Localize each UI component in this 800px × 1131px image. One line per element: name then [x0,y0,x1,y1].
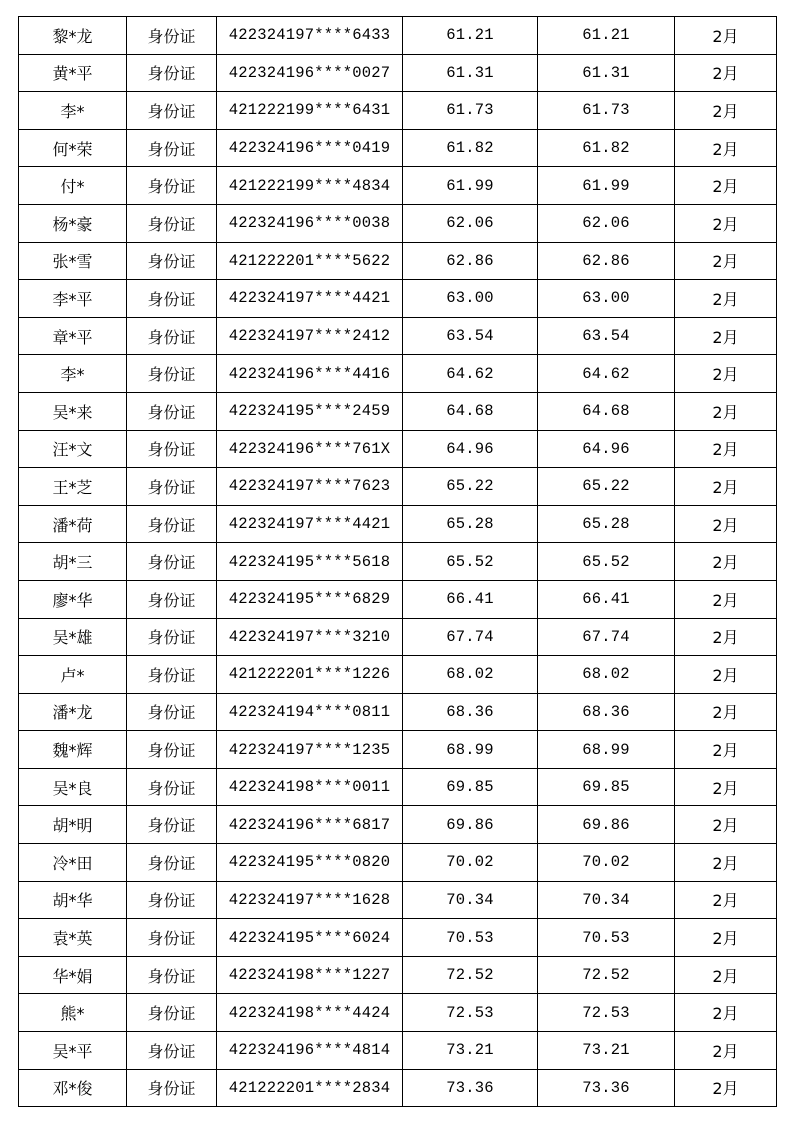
month-cell: 2月 [675,468,777,506]
id-type-cell: 身份证 [127,919,217,957]
id-number-cell: 422324195****0820 [217,844,403,882]
table-row [19,317,777,355]
id-number-cell: 422324197****1235 [217,731,403,769]
name-cell: 李*平 [19,280,127,318]
month-cell: 2月 [675,430,777,468]
id-number-cell: 422324194****0811 [217,693,403,731]
name-cell: 付* [19,167,127,205]
id-number-cell: 422324197****7623 [217,468,403,506]
amount-b-cell: 68.36 [538,693,675,731]
id-number-cell: 422324195****6024 [217,919,403,957]
amount-a-cell: 62.06 [403,204,538,242]
id-number-cell: 421222199****4834 [217,167,403,205]
id-type-cell: 身份证 [127,280,217,318]
id-number-cell: 421222201****5622 [217,242,403,280]
name-cell: 杨*豪 [19,204,127,242]
name-cell: 潘*荷 [19,505,127,543]
document-page [18,16,776,1107]
id-number-cell: 422324195****6829 [217,580,403,618]
amount-b-cell: 61.21 [538,17,675,55]
amount-a-cell: 68.02 [403,656,538,694]
amount-a-cell: 68.36 [403,693,538,731]
name-cell: 王*芝 [19,468,127,506]
id-type-cell: 身份证 [127,956,217,994]
id-number-cell: 422324196****0038 [217,204,403,242]
id-type-cell: 身份证 [127,242,217,280]
amount-a-cell: 61.21 [403,17,538,55]
id-type-cell: 身份证 [127,1069,217,1107]
id-type-cell: 身份证 [127,881,217,919]
name-cell: 李* [19,92,127,130]
amount-b-cell: 62.86 [538,242,675,280]
amount-b-cell: 61.73 [538,92,675,130]
month-cell: 2月 [675,806,777,844]
amount-b-cell: 64.96 [538,430,675,468]
id-type-cell: 身份证 [127,693,217,731]
amount-a-cell: 68.99 [403,731,538,769]
table-row [19,242,777,280]
month-cell: 2月 [675,731,777,769]
table-row [19,92,777,130]
table-row [19,994,777,1032]
table-body [19,17,777,1107]
name-cell: 胡*华 [19,881,127,919]
id-number-cell: 421222199****6431 [217,92,403,130]
month-cell: 2月 [675,956,777,994]
month-cell: 2月 [675,167,777,205]
month-cell: 2月 [675,392,777,430]
month-cell: 2月 [675,355,777,393]
amount-a-cell: 72.53 [403,994,538,1032]
id-type-cell: 身份证 [127,994,217,1032]
amount-b-cell: 72.52 [538,956,675,994]
name-cell: 邓*俊 [19,1069,127,1107]
amount-b-cell: 69.85 [538,768,675,806]
month-cell: 2月 [675,505,777,543]
id-type-cell: 身份证 [127,618,217,656]
name-cell: 冷*田 [19,844,127,882]
id-type-cell: 身份证 [127,580,217,618]
id-number-cell: 422324197****6433 [217,17,403,55]
id-number-cell: 422324196****761X [217,430,403,468]
table-row [19,355,777,393]
table-row [19,17,777,55]
id-type-cell: 身份证 [127,844,217,882]
amount-a-cell: 64.62 [403,355,538,393]
table-row [19,580,777,618]
amount-b-cell: 63.54 [538,317,675,355]
table-row [19,204,777,242]
name-cell: 黄*平 [19,54,127,92]
amount-b-cell: 73.36 [538,1069,675,1107]
name-cell: 吴*来 [19,392,127,430]
amount-a-cell: 61.73 [403,92,538,130]
amount-a-cell: 67.74 [403,618,538,656]
name-cell: 李* [19,355,127,393]
payment-table [18,16,777,1107]
month-cell: 2月 [675,693,777,731]
amount-b-cell: 68.02 [538,656,675,694]
id-type-cell: 身份证 [127,129,217,167]
id-number-cell: 421222201****1226 [217,656,403,694]
table-row [19,768,777,806]
amount-b-cell: 65.52 [538,543,675,581]
month-cell: 2月 [675,919,777,957]
month-cell: 2月 [675,1069,777,1107]
id-type-cell: 身份证 [127,392,217,430]
amount-b-cell: 67.74 [538,618,675,656]
name-cell: 吴*平 [19,1032,127,1070]
id-number-cell: 421222201****2834 [217,1069,403,1107]
id-number-cell: 422324197****2412 [217,317,403,355]
id-type-cell: 身份证 [127,806,217,844]
amount-a-cell: 64.96 [403,430,538,468]
id-type-cell: 身份证 [127,317,217,355]
month-cell: 2月 [675,656,777,694]
name-cell: 廖*华 [19,580,127,618]
name-cell: 潘*龙 [19,693,127,731]
month-cell: 2月 [675,768,777,806]
table-row [19,919,777,957]
table-row [19,505,777,543]
id-number-cell: 422324196****4416 [217,355,403,393]
name-cell: 汪*文 [19,430,127,468]
amount-b-cell: 61.31 [538,54,675,92]
amount-b-cell: 61.99 [538,167,675,205]
amount-b-cell: 70.02 [538,844,675,882]
amount-b-cell: 65.28 [538,505,675,543]
amount-b-cell: 68.99 [538,731,675,769]
month-cell: 2月 [675,580,777,618]
name-cell: 袁*英 [19,919,127,957]
amount-b-cell: 64.68 [538,392,675,430]
amount-b-cell: 66.41 [538,580,675,618]
table-row [19,881,777,919]
id-number-cell: 422324195****2459 [217,392,403,430]
month-cell: 2月 [675,204,777,242]
id-number-cell: 422324196****4814 [217,1032,403,1070]
month-cell: 2月 [675,280,777,318]
table-row [19,468,777,506]
name-cell: 华*娟 [19,956,127,994]
amount-a-cell: 65.22 [403,468,538,506]
table-row [19,543,777,581]
amount-b-cell: 61.82 [538,129,675,167]
id-number-cell: 422324196****6817 [217,806,403,844]
amount-a-cell: 61.82 [403,129,538,167]
table-row [19,392,777,430]
id-number-cell: 422324197****4421 [217,505,403,543]
amount-b-cell: 62.06 [538,204,675,242]
name-cell: 吴*良 [19,768,127,806]
id-type-cell: 身份证 [127,731,217,769]
table-row [19,656,777,694]
amount-a-cell: 73.21 [403,1032,538,1070]
id-type-cell: 身份证 [127,355,217,393]
table-row [19,693,777,731]
id-number-cell: 422324196****0419 [217,129,403,167]
name-cell: 胡*明 [19,806,127,844]
amount-a-cell: 72.52 [403,956,538,994]
amount-b-cell: 70.34 [538,881,675,919]
month-cell: 2月 [675,92,777,130]
amount-a-cell: 70.34 [403,881,538,919]
month-cell: 2月 [675,1032,777,1070]
amount-a-cell: 62.86 [403,242,538,280]
id-type-cell: 身份证 [127,430,217,468]
id-number-cell: 422324195****5618 [217,543,403,581]
month-cell: 2月 [675,129,777,167]
month-cell: 2月 [675,881,777,919]
amount-b-cell: 73.21 [538,1032,675,1070]
id-number-cell: 422324198****4424 [217,994,403,1032]
table-row [19,1069,777,1107]
table-row [19,280,777,318]
amount-a-cell: 70.53 [403,919,538,957]
id-type-cell: 身份证 [127,768,217,806]
amount-a-cell: 61.31 [403,54,538,92]
month-cell: 2月 [675,17,777,55]
amount-a-cell: 63.54 [403,317,538,355]
amount-b-cell: 69.86 [538,806,675,844]
name-cell: 张*雪 [19,242,127,280]
month-cell: 2月 [675,618,777,656]
id-number-cell: 422324198****1227 [217,956,403,994]
amount-b-cell: 70.53 [538,919,675,957]
id-type-cell: 身份证 [127,468,217,506]
table-row [19,618,777,656]
id-number-cell: 422324198****0011 [217,768,403,806]
amount-a-cell: 66.41 [403,580,538,618]
amount-a-cell: 70.02 [403,844,538,882]
amount-a-cell: 61.99 [403,167,538,205]
name-cell: 熊* [19,994,127,1032]
id-number-cell: 422324197****4421 [217,280,403,318]
month-cell: 2月 [675,543,777,581]
id-type-cell: 身份证 [127,54,217,92]
table-row [19,54,777,92]
id-number-cell: 422324197****1628 [217,881,403,919]
table-row [19,731,777,769]
table-row [19,430,777,468]
amount-a-cell: 64.68 [403,392,538,430]
month-cell: 2月 [675,242,777,280]
amount-b-cell: 64.62 [538,355,675,393]
id-number-cell: 422324197****3210 [217,618,403,656]
amount-b-cell: 65.22 [538,468,675,506]
amount-a-cell: 73.36 [403,1069,538,1107]
table-row [19,844,777,882]
month-cell: 2月 [675,994,777,1032]
name-cell: 黎*龙 [19,17,127,55]
id-type-cell: 身份证 [127,92,217,130]
table-row [19,1032,777,1070]
month-cell: 2月 [675,317,777,355]
amount-a-cell: 65.28 [403,505,538,543]
name-cell: 卢* [19,656,127,694]
table-row [19,129,777,167]
name-cell: 吴*雄 [19,618,127,656]
id-type-cell: 身份证 [127,656,217,694]
amount-b-cell: 63.00 [538,280,675,318]
table-row [19,956,777,994]
amount-b-cell: 72.53 [538,994,675,1032]
id-type-cell: 身份证 [127,1032,217,1070]
id-type-cell: 身份证 [127,543,217,581]
name-cell: 何*荣 [19,129,127,167]
month-cell: 2月 [675,844,777,882]
id-type-cell: 身份证 [127,17,217,55]
id-type-cell: 身份证 [127,505,217,543]
name-cell: 章*平 [19,317,127,355]
amount-a-cell: 69.86 [403,806,538,844]
table-row [19,167,777,205]
amount-a-cell: 65.52 [403,543,538,581]
table-row [19,806,777,844]
id-type-cell: 身份证 [127,204,217,242]
amount-a-cell: 69.85 [403,768,538,806]
amount-a-cell: 63.00 [403,280,538,318]
month-cell: 2月 [675,54,777,92]
id-type-cell: 身份证 [127,167,217,205]
name-cell: 胡*三 [19,543,127,581]
name-cell: 魏*辉 [19,731,127,769]
id-number-cell: 422324196****0027 [217,54,403,92]
